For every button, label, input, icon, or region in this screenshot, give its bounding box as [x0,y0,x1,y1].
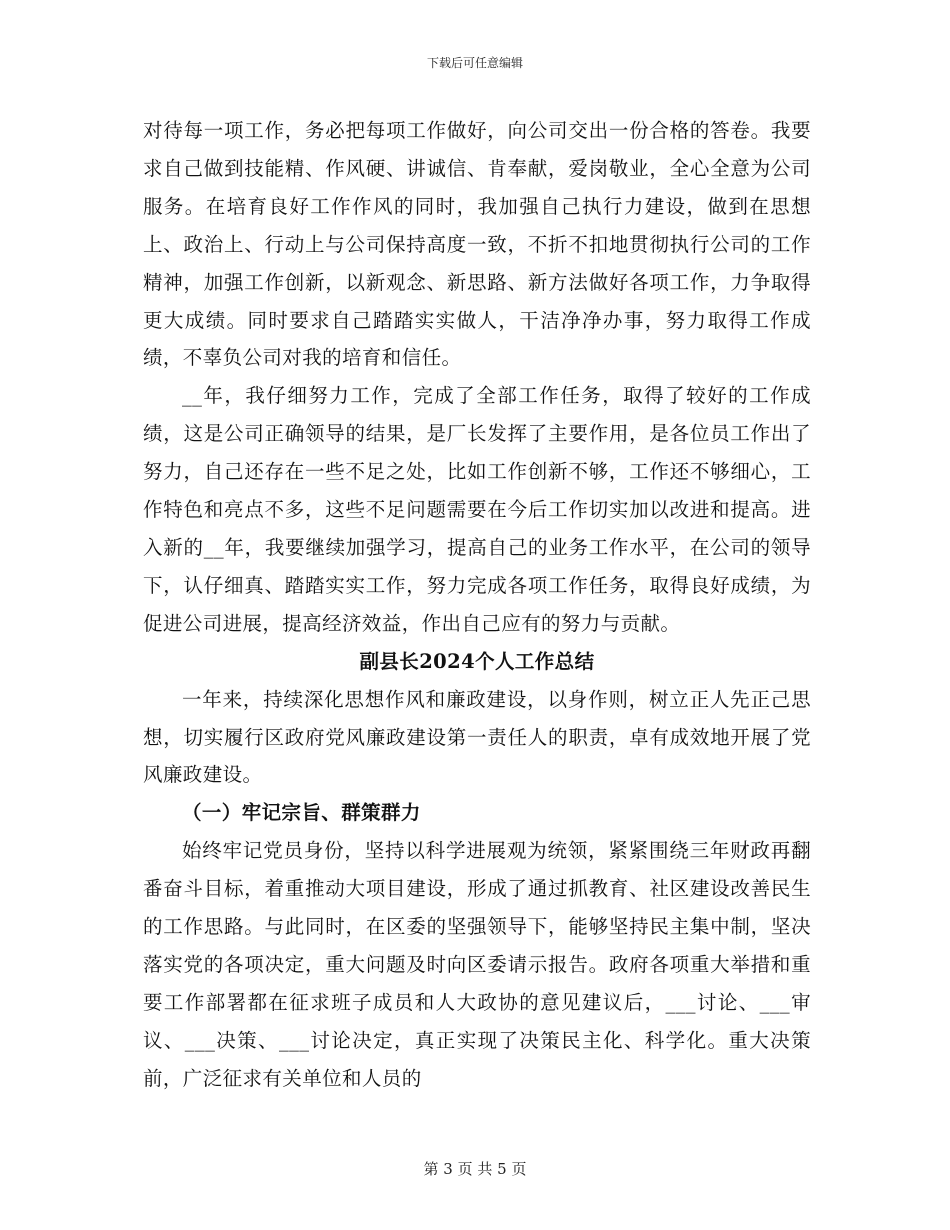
page-footer: 第 3 页 共 5 页 [423,1160,527,1178]
section-heading: （一）牢记宗旨、群策群力 [182,801,421,825]
paragraph-continuation: 对待每一项工作，务必把每项工作做好，向公司交出一份合格的答卷。我要求自己做到技能精、作风硬、讲诚信、肯奉献，爱岗敬业，全心全意为公司服务。在培育良好工作作风的同时，我加强自己执行力建设，做到在思想上、政治上、行动上与公司保持高度一致，不折不扣地贯彻执行公司的工作精神，加强工作创新，以新观念、新思路、新方法做好各项工作，力争取得更大成绩。同时要求自己踏踏实实做人，干洁净净办事，努力取得工作成绩，不辜负公司对我的培育和信任。 [143,119,811,370]
document-title: 副县长2024个人工作总结 [359,649,595,673]
paragraph-year-summary: __年，我仔细努力工作，完成了全部工作任务，取得了较好的工作成绩，这是公司正确领导的结果，是厂长发挥了主要作用，是各位员工作出了努力，自己还存在一些不足之处，比如工作创新不够，工作还不够细心，工作特色和亮点不多，这些不足问题需要在今后工作切实加以改进和提高。进入新的__年，我要继续加强学习，提高自己的业务工作水平，在公司的领导下，认仔细真、踏踏实实工作，努力完成各项工作任务，取得良好成绩，为促进公司进展，提高经济效益，作出自己应有的努力与贡献。 [143,384,811,635]
paragraph-intro: 一年来，持续深化思想作风和廉政建设，以身作则，树立正人先正己思想，切实履行区政府党风廉政建设第一责任人的职责，卓有成效地开展了党风廉政建设。 [143,687,811,787]
paragraph-section-body: 始终牢记党员身份，坚持以科学进展观为统领，紧紧围绕三年财政再翻番奋斗目标，着重推动大项目建设，形成了通过抓教育、社区建设改善民生的工作思路。与此同时，在区委的坚强领导下，能够坚持民主集中制，坚决落实党的各项决定，重大问题及时向区委请示报告。政府各项重大举措和重要工作部署都在征求班子成员和人大政协的意见建议后，___讨论、___审议、___决策、___讨论决定，真正实现了决策民主化、科学化。重大决策前，广泛征求有关单位和人员的 [143,839,811,1090]
page-header: 下载后可任意编辑 [426,56,523,70]
document-body [143,112,811,1098]
